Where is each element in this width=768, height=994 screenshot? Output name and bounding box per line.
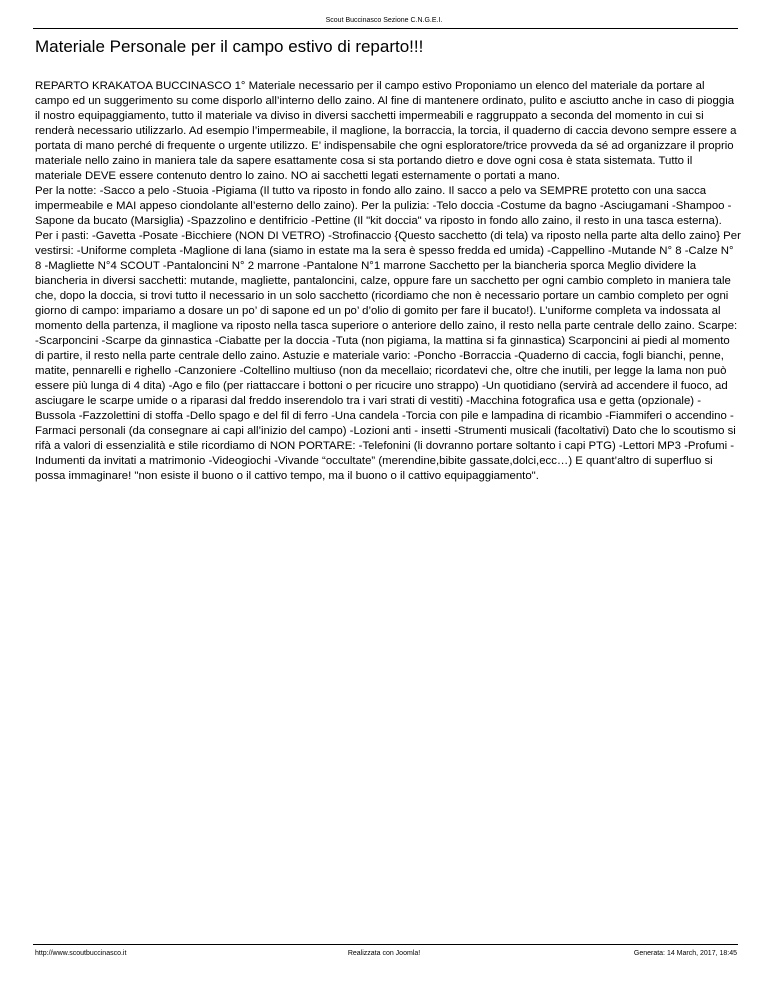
footer-generated-date: Generata: 14 March, 2017, 18:45: [633, 950, 737, 957]
article-paragraph-intro: REPARTO KRAKATOA BUCCINASCO 1° Materiale necessario per il campo estivo Proponiamo un elenco del materiale da portare al campo ed un suggerimento su come disporlo all’interno dello zaino. Al fine di mantenere ordinato, pulito e asciutto anche in caso di pioggia il nostro equipaggiamento, tutto il materiale va diviso in diversi sacchetti impermeabili e raggruppato a seconda del momento in cui si renderà necessario utilizzarlo. Ad esempio l’impermeabile, il maglione, la borraccia, la torcia, il quaderno di caccia devono sempre essere a portata di mano perché di frequente o urgente utilizzo. E’ indispensabile che ogni esploratore/trice provveda da sé ad organizzare il proprio materiale nello zaino in maniera tale da sapere esattamente cosa si sta portando dietro e dove ogni cosa è stata sistemata. Tutto il materiale DEVE essere contenuto dentro lo zaino. NO ai sacchetti legati esternamente o portati a mano.: [35, 80, 737, 182]
article-title: Materiale Personale per il campo estivo di reparto!!!: [35, 37, 424, 56]
article-paragraph-list: Per la notte: -Sacco a pelo -Stuoia -Pigiama (Il tutto va riposto in fondo allo zaino. Il sacco a pelo va SEMPRE protetto con una sacca impermeabile e MAI appeso ciondolante all’esterno dello zaino). Per la pulizia: -Telo doccia -Costume da bagno -Asciugamani -Shampoo -Sapone da bucato (Marsiglia) -Spazzolino e dentifricio -Pettine (Il "kit doccia" va riposto in fondo allo zaino, il resto in una tasca esterna). Per i pasti: -Gavetta -Posate -Bicchiere (NON DI VETRO) -Strofinaccio {Questo sacchetto (di tela) va riposto nella parte alta dello zaino} Per vestirsi: -Uniforme completa -Maglione di lana (siamo in estate ma la sera è spesso fredda ed umida) -Cappellino -Mutande N° 8 -Calze N° 8 -Magliette N°4 SCOUT -Pantaloncini N° 2 marrone -Pantalone N°1 marrone Sacchetto per la biancheria sporca Meglio dividere la biancheria in diversi sacchetti: mutande, magliette, pantaloncini, calze, oppure fare un sacchetto per ogni cambio completo in maniera tale che, dopo la doccia, si trovi tutto il necessario in un solo sacchetto (ricordiamo che non è necessario portare un cambio completo per ogni giorno di campo: impariamo a dosare un po’ di sapone ed un po’ d’olio di gomito per fare il bucato!). L’uniforme completa va indossata al momento della partenza, il maglione va riposto nella tasca superiore o anteriore dello zaino, il resto nella parte centrale dello zaino. Scarpe: -Scarponcini -Scarpe da ginnastica -Ciabatte per la doccia -Tuta (non pigiama, la mattina si fa ginnastica) Scarponcini ai piedi al momento di partire, il resto nella parte centrale dello zaino. Astuzie e materiale vario: -Poncho -Borraccia -Quaderno di caccia, fogli bianchi, penne, matite, pennarelli e righello -Canzoniere -Coltellino multiuso (non da mecellaio; ricordatevi che, oltre che inutili, per legge la lama non può essere più lunga di 4 dita) -Ago e filo (per riattaccare i bottoni o per ricucire uno strappo) -Un quotidiano (servirà ad accendere il fuoco, ad asciugare le scarpe umide o a riparasi dal freddo inserendolo tra i vari strati di vestiti) -Macchina fotografica usa e getta (opzionale) -Bussola -Fazzolettini di stoffa -Dello spago e del fil di ferro -Una candela -Torcia con pile e lampadina di ricambio -Fiammiferi o accendino -Farmaci personali (da consegnare ai capi all’inizio del campo) -Lozioni anti - insetti -Strumenti musicali (facoltativi) Dato che lo scoutismo si rifà a valori di essenzialità e stile ricordiamo di NON PORTARE: -Telefonini (li dovranno portare soltanto i capi PTG) -Lettori MP3 -Profumi -Indumenti da invitati a matrimonio -Videogiochi -Vivande “occultate” (merendine,bibite gassate,dolci,ecc…) E quant’altro di superfluo si possa immaginare! "non esiste il buono o il cattivo tempo, ma il buono o il cattivo equipaggiamento".: [35, 185, 741, 482]
article-body: [35, 79, 741, 484]
header-divider: [33, 28, 738, 29]
page-header: Scout Buccinasco Sezione C.N.G.E.I.: [325, 17, 443, 24]
footer-url: http://www.scoutbuccinasco.it: [35, 950, 127, 957]
footer-divider: [33, 944, 738, 945]
footer-generator: Realizzata con Joomla!: [347, 950, 421, 957]
